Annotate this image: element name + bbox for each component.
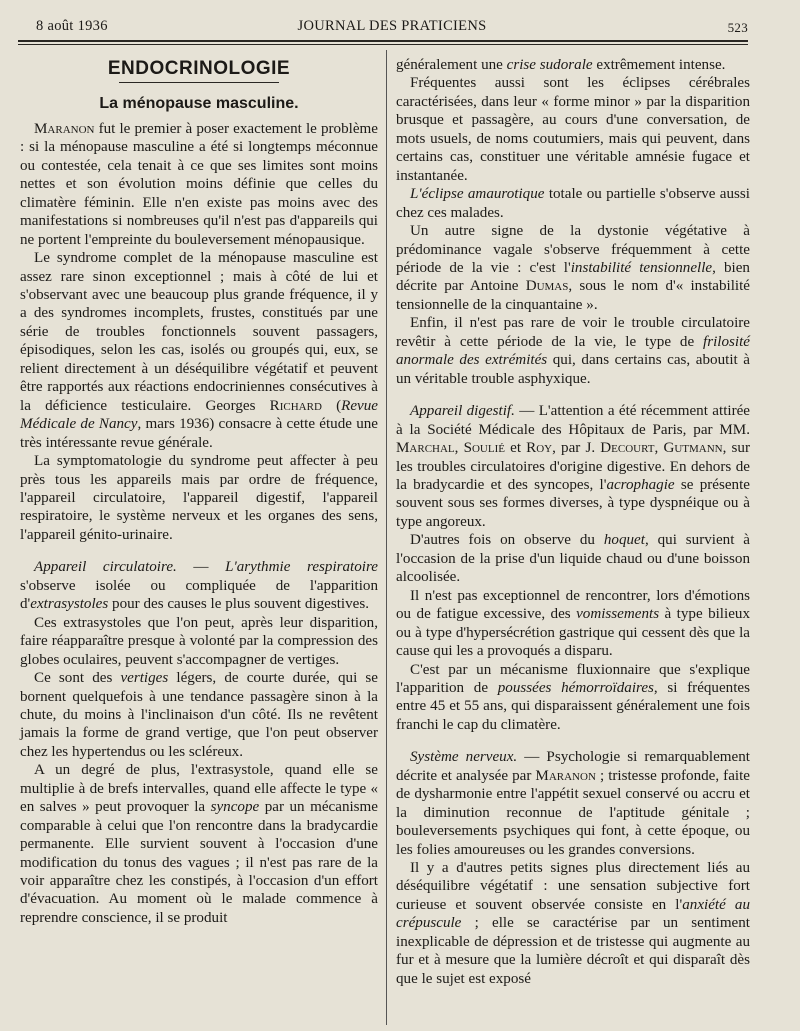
- paragraph: Maranon fut le premier à poser exactement le problème : si la ménopause masculine a été si longtemps méconnue ou contestée, cela tenait à ce que ses limites sont moins nettes et son évolution moins définie que celles du climatère féminin. Elle n'en existe pas moins avec des manifestations si nombreuses qu'il n'est pas d'appareils qui ne portent l'empreinte du bouleversement ménopausique.: [20, 120, 378, 248]
- paragraph: Appareil digestif. — L'attention a été récemment attirée à la Société Médicale des Hôpitaux de Paris, par MM. Marchal, Soulié et Roy, par J. Decourt, Gutmann, sur les troubles circulatoires d'origine digestive. En dehors de la bradycardie et des syncopes, l'acrophagie se présente souvent sous ses formes diverses, à type dyspnéique ou à type angoreux.: [396, 403, 751, 530]
- header-rule-thin: [18, 44, 748, 45]
- paragraph: Un autre signe de la dystonie végétative à prédominance vagale s'observe fréquemment à cette période de la vie : c'est l'instabilité tensionnelle, bien décrite par Antoine Dumas, sous le nom d'« instabilité tensionnelle de la cinquantaine ».: [396, 223, 750, 313]
- column-separator: [386, 50, 387, 1025]
- paragraph: La symptomatologie du syndrome peut affecter à peu près tous les appareils mais par ordre de fréquence, l'appareil circulatoire, l'appareil digestif, l'appareil respiratoire, le système nerveux et les organes des sens, l'appareil génito-urinaire.: [20, 453, 378, 543]
- section-title-rule: [119, 82, 279, 83]
- right-column: [396, 56, 750, 988]
- header-page-number: 523: [727, 20, 748, 35]
- subsection-heading: Système nerveux.: [410, 749, 518, 766]
- paragraph: C'est par un mécanisme fluxionnaire que s'explique l'apparition de poussées hémorroïdaires, si fréquentes entre 45 et 55 ans, qui disparaissent généralement une fois franchi le cap du climatère.: [396, 661, 750, 733]
- paragraph: Système nerveux. — Psychologie si remarquablement décrite et analysée par Maranon ; tristesse profonde, faite de dysharmonie entre l'appétit sexuel conservé ou accru et la diminution reconnue de l'aptitude génitale ; bouleversements psychiques qui font, à cette époque, ou les folies amoureuses ou les grandes conversions.: [396, 749, 750, 858]
- paragraph: Il n'est pas exceptionnel de rencontrer, lors d'émotions ou de fatigue excessive, des vomissements à type bilieux ou à type d'hypersécrétion gastrique qui cessent dès que la cause qui les a provoqués a disparu.: [396, 587, 750, 660]
- paragraph: Enfin, il n'est pas rare de voir le trouble circulatoire revêtir à cette période de la vie, le type de frilosité anormale des extrémités qui, dans certains cas, aboutit à un véritable trouble asphyxique.: [396, 315, 750, 387]
- subsection-heading: Appareil circulatoire.: [34, 559, 177, 576]
- paragraph: Il y a d'autres petits signes plus directement liés au déséquilibre végétatif : une sensation subjective fort curieuse et souvent observée consiste en l'anxiété au crépuscule ; elle se caractérise par un sentiment inexplicable de dépression et de tristesse qui augmente au fur et à mesure que la lumière décroît et qui disparaît dès que le sujet est exposé: [396, 860, 750, 987]
- paragraph: Ces extrasystoles que l'on peut, après leur disparition, faire réapparaître presque à volonté par la compression des globes oculaires, peuvent s'accompagner de vertiges.: [20, 614, 378, 668]
- paragraph: Ce sont des vertiges légers, de courte durée, qui se bornent quelquefois à une tendance passagère sinon à la chute, du moins à l'inclinaison d'un côté. Ils ne revêtent jamais la forme de grand vertige, que l'on peut observer chez les hypertendus ou les scléreux.: [20, 670, 378, 760]
- paragraph: D'autres fois on observe du hoquet, qui survient à l'occasion de la prise d'un liquide chaud ou d'une boisson alcoolisée.: [396, 532, 750, 586]
- subsection-heading: Appareil digestif.: [410, 403, 515, 420]
- header-journal-title: JOURNAL DES PRATICIENS: [297, 18, 487, 34]
- paragraph: Fréquentes aussi sont les éclipses cérébrales caractérisées, dans leur « forme minor » par la disparition brusque et passagère, au cours d'une conversation, de mots usuels, de noms coutumiers, mais qui peuvent, dans certains cas, constituer une véritable amnésie fugace et instantanée.: [396, 75, 750, 184]
- header-rule: [18, 40, 748, 42]
- author-name: Maranon: [535, 767, 596, 784]
- paragraph: Le syndrome complet de la ménopause masculine est assez rare sinon exceptionnel ; mais à côté de lui et s'observant avec une beaucoup plus grande fréquence, il y a des syndromes incomplets, frustes, constitués par une série de troubles fonctionnels souvent passagers, épisodiques, selon les cas, isolés ou groupés qui, eux, se relient directement à un déséquilibre végétatif et peuvent être rapportés aux réactions endocriniennes consécutives à la déficience testiculaire. Georges Richard (Revue Médicale de Nancy, mars 1936) consacre à cette étude une très intéressante revue générale.: [20, 250, 378, 451]
- paragraph: Appareil circulatoire. — L'arythmie respiratoire s'observe isolée ou compliquée de l'apparition d'extrasystoles pour des causes le plus souvent digestives.: [20, 559, 379, 613]
- paragraph: généralement une crise sudorale extrêmement intense.: [396, 57, 726, 73]
- section-title: ENDOCRINOLOGIE: [107, 58, 291, 79]
- journal-reference: Revue Médicale de Nancy: [20, 397, 378, 433]
- author-name: Dumas: [525, 278, 569, 295]
- paragraph: A un degré de plus, l'extrasystole, quand elle se multiplie à de brefs intervalles, quand elle affecte le type « en salves » peut provoquer la syncope par un mécanisme comparable à celui que l'on rencontre dans la bradycardie permanente. Elle survient souvent à l'occasion d'une modification du tonus des vagues ; il n'est pas rare de la voir apparaître chez les constipés, à l'occasion d'un effort d'évacuation. Au moment où le malade commence à reprendre conscience, il se produit: [20, 762, 378, 926]
- header-date: 8 août 1936: [36, 18, 108, 34]
- article-title: La ménopause masculine.: [99, 95, 299, 113]
- page-header: [36, 14, 748, 38]
- paragraph: L'éclipse amaurotique totale ou partielle s'observe aussi chez ces malades.: [396, 186, 750, 221]
- author-name: Maranon: [34, 120, 95, 137]
- author-name: Richard: [269, 397, 322, 414]
- left-column: [20, 56, 378, 927]
